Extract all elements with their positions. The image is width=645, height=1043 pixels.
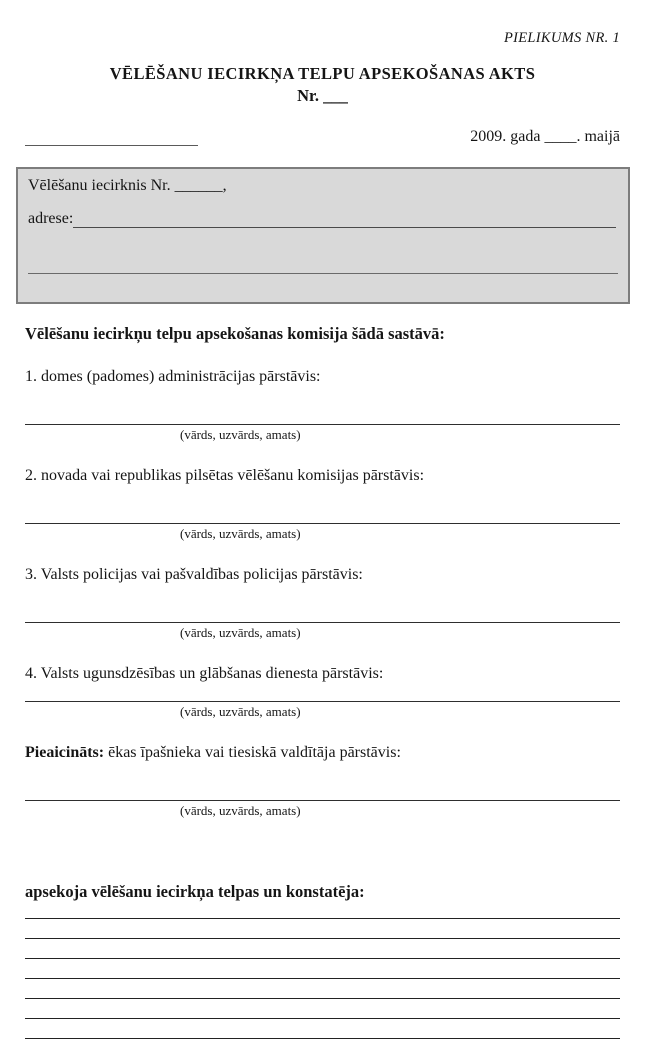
blank-writing-line bbox=[25, 999, 620, 1019]
member-1-name-caption: (vārds, uzvārds, amats) bbox=[180, 427, 301, 442]
precinct-info-box bbox=[16, 167, 630, 304]
document-title: VĒLĒŠANU IECIRKŅA TELPU APSEKOŠANAS AKTS bbox=[109, 64, 536, 83]
date-text: 2009. gada ____. maijā bbox=[470, 128, 620, 145]
member-2-name-caption: (vārds, uzvārds, amats) bbox=[180, 526, 301, 541]
blank-writing-line bbox=[25, 919, 620, 939]
annex-note: PIELIKUMS NR. 1 bbox=[503, 30, 620, 46]
blank-writing-line bbox=[25, 979, 620, 999]
member-4-label: 4. Valsts ugunsdzēsības un glābšanas dienesta pārstāvis: bbox=[25, 665, 384, 682]
invited-label-prefix: Pieaicināts: bbox=[25, 744, 105, 761]
blank-writing-line bbox=[25, 1019, 620, 1039]
member-3-name-caption: (vārds, uzvārds, amats) bbox=[180, 625, 301, 640]
blank-writing-line bbox=[25, 959, 620, 979]
member-2-label: 2. novada vai republikas pilsētas vēlēšanu komisijas pārstāvis: bbox=[25, 467, 425, 484]
invited-label-rest: ēkas īpašnieka vai tiesiskā valdītāja pārstāvis: bbox=[104, 744, 401, 761]
invited-name-caption: (vārds, uzvārds, amats) bbox=[180, 803, 301, 818]
address-label: adrese: bbox=[28, 210, 74, 227]
place-blank-line bbox=[25, 126, 198, 146]
commission-heading: Vēlēšanu iecirkņu telpu apsekošanas komisija šādā sastāvā: bbox=[25, 324, 445, 343]
blank-writing-line bbox=[25, 902, 620, 919]
member-2-signature-line bbox=[25, 523, 620, 524]
document-number: Nr. ___ bbox=[297, 86, 348, 105]
blank-writing-line bbox=[25, 939, 620, 959]
place-date-row bbox=[25, 126, 620, 146]
address-extra-blank-line bbox=[28, 273, 618, 274]
address-blank-line bbox=[73, 210, 616, 228]
precinct-number-line: Vēlēšanu iecirknis Nr. ______, bbox=[28, 177, 227, 194]
member-3-signature-line bbox=[25, 622, 620, 623]
address-row bbox=[28, 210, 618, 228]
invited-signature-line bbox=[25, 800, 620, 801]
member-4-signature-line bbox=[25, 701, 620, 702]
invited-label bbox=[25, 744, 620, 762]
member-4-name-caption: (vārds, uzvārds, amats) bbox=[180, 704, 301, 719]
member-1-label: 1. domes (padomes) administrācijas pārstāvis: bbox=[25, 368, 321, 385]
findings-lines bbox=[25, 902, 620, 1039]
findings-heading: apsekoja vēlēšanu iecirkņa telpas un konstatēja: bbox=[25, 882, 365, 901]
member-3-label: 3. Valsts policijas vai pašvaldības policijas pārstāvis: bbox=[25, 566, 363, 583]
member-1-signature-line bbox=[25, 424, 620, 425]
